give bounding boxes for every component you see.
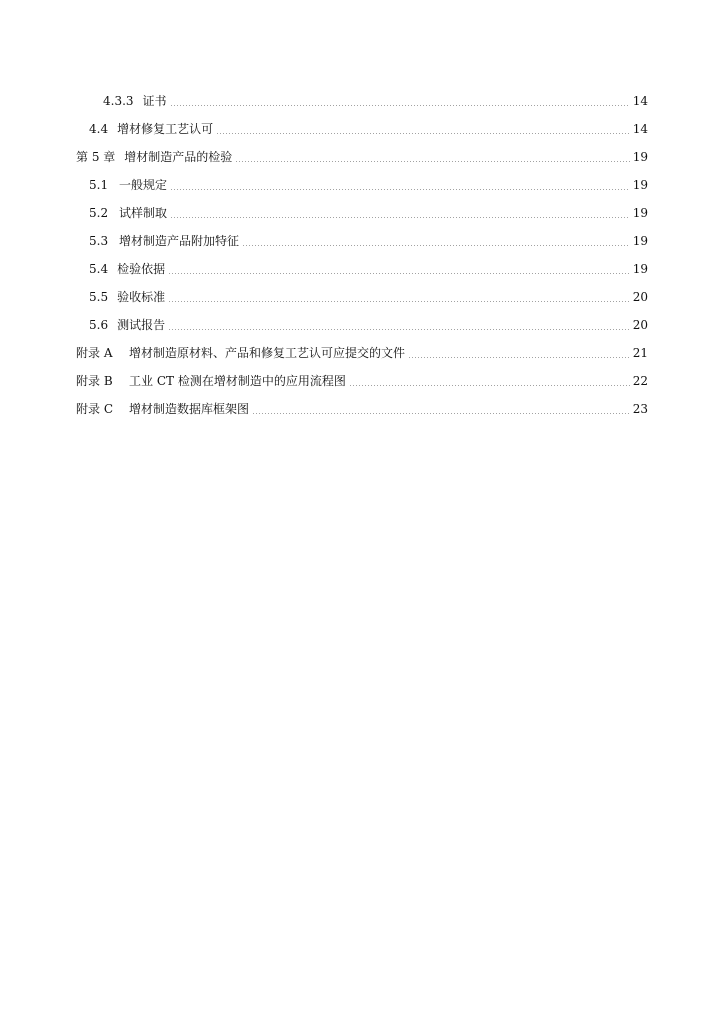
toc-entry-page: 20 bbox=[632, 290, 648, 304]
toc-entry-number: 4.4 bbox=[89, 122, 109, 136]
toc-dot-leader bbox=[168, 301, 630, 302]
toc-entry[interactable] bbox=[89, 203, 648, 223]
toc-entry[interactable] bbox=[76, 147, 648, 167]
toc-entry-page: 19 bbox=[632, 234, 648, 248]
toc-entry[interactable] bbox=[89, 119, 648, 139]
toc-entry-number: 附录 A bbox=[76, 346, 113, 360]
toc-entry-title: 证书 bbox=[142, 94, 167, 108]
toc-entry-page: 19 bbox=[632, 262, 648, 276]
toc-entry-title: 工业 CT 检测在增材制造中的应用流程图 bbox=[129, 374, 346, 388]
toc-entry-title: 验收标准 bbox=[117, 290, 166, 304]
toc-entry-title: 试样制取 bbox=[119, 206, 168, 220]
toc-entry-title: 增材制造数据库框架图 bbox=[129, 402, 250, 416]
toc-entry-number: 5.2 bbox=[89, 206, 109, 220]
toc-dot-leader bbox=[252, 413, 630, 414]
toc-entry-page: 19 bbox=[632, 178, 648, 192]
toc-dot-leader bbox=[168, 273, 630, 274]
toc-entry-number: 第 5 章 bbox=[76, 150, 116, 164]
toc-entry-page: 21 bbox=[632, 346, 648, 360]
toc-entry-page: 14 bbox=[632, 94, 648, 108]
toc-entry-title: 增材制造产品的检验 bbox=[124, 150, 233, 164]
toc-entry-number: 5.6 bbox=[89, 318, 109, 332]
toc-entry-page: 19 bbox=[632, 206, 648, 220]
toc-dot-leader bbox=[170, 217, 630, 218]
toc-entry[interactable] bbox=[103, 91, 648, 111]
toc-entry-page: 22 bbox=[632, 374, 648, 388]
toc-entry[interactable] bbox=[76, 399, 648, 419]
toc-entry-number: 5.3 bbox=[89, 234, 109, 248]
toc-entry[interactable] bbox=[89, 175, 648, 195]
toc-dot-leader bbox=[170, 105, 630, 106]
toc-entry-title: 测试报告 bbox=[117, 318, 166, 332]
toc-entry[interactable] bbox=[89, 315, 648, 335]
toc-entry-title: 增材修复工艺认可 bbox=[117, 122, 214, 136]
toc-entry[interactable] bbox=[76, 343, 648, 363]
toc-dot-leader bbox=[242, 245, 630, 246]
toc-entry-number: 附录 C bbox=[76, 402, 113, 416]
toc-entry-title: 增材制造产品附加特征 bbox=[119, 234, 240, 248]
toc-entry-number: 5.1 bbox=[89, 178, 109, 192]
toc-entry-title: 检验依据 bbox=[117, 262, 166, 276]
toc-entry-number: 5.4 bbox=[89, 262, 109, 276]
toc-dot-leader bbox=[170, 189, 630, 190]
toc-entry[interactable] bbox=[89, 259, 648, 279]
toc-entry[interactable] bbox=[89, 287, 648, 307]
toc-entry[interactable] bbox=[76, 371, 648, 391]
toc-entry-page: 19 bbox=[632, 150, 648, 164]
toc-dot-leader bbox=[168, 329, 630, 330]
toc-entry-page: 14 bbox=[632, 122, 648, 136]
toc-entry-title: 增材制造原材料、产品和修复工艺认可应提交的文件 bbox=[129, 346, 406, 360]
toc-dot-leader bbox=[235, 161, 629, 162]
toc-entry-number: 5.5 bbox=[89, 290, 109, 304]
toc-dot-leader bbox=[349, 385, 630, 386]
toc-dot-leader bbox=[216, 133, 630, 134]
toc-entry-number: 4.3.3 bbox=[103, 94, 134, 108]
toc-entry-title: 一般规定 bbox=[119, 178, 168, 192]
toc-dot-leader bbox=[408, 357, 630, 358]
toc-entry-number: 附录 B bbox=[76, 374, 113, 388]
toc-entry-page: 23 bbox=[632, 402, 648, 416]
toc-entry-page: 20 bbox=[632, 318, 648, 332]
toc-entry[interactable] bbox=[89, 231, 648, 251]
